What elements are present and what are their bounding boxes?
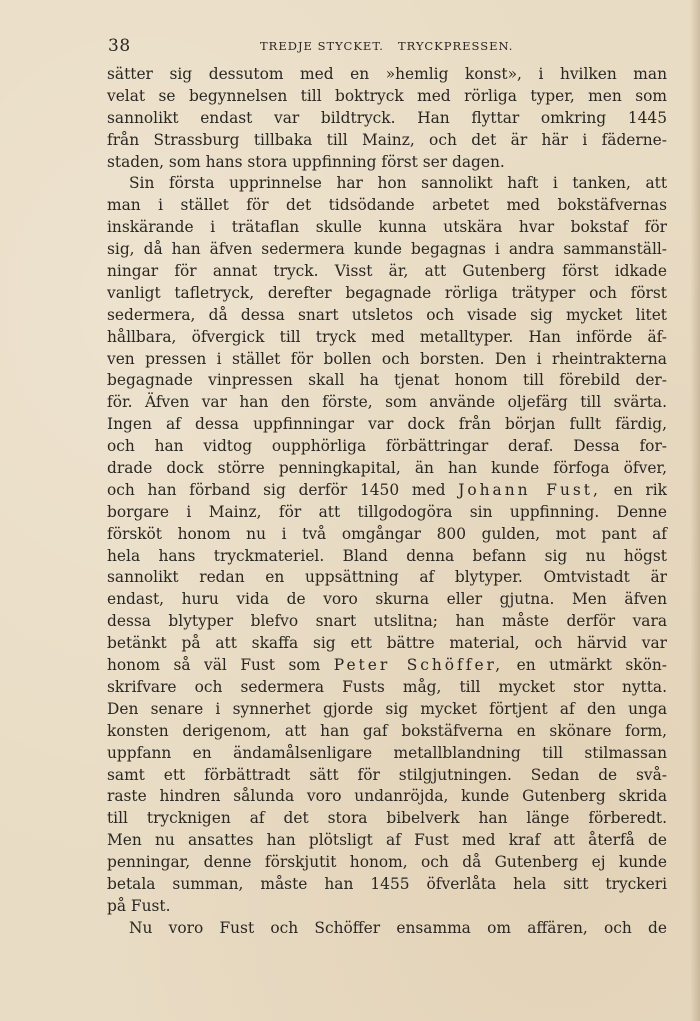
person-name-johann-fust: Johann Fust,: [458, 480, 601, 499]
text-line: samt ett förbättradt sätt för stilgjutningen. Sedan de svå-: [107, 765, 667, 784]
text-line: betala summan, måste han 1455 öfverlåta hela sitt tryckeri: [107, 874, 667, 893]
text-line: drade dock större penningkapital, än han kunde förfoga öfver,: [107, 459, 667, 478]
text-line: hållbara, öfvergick till tryck med metalltyper. Han införde äf-: [107, 327, 667, 346]
text-line: sätter sig dessutom med en »hemlig konst», i hvilken man: [107, 65, 667, 83]
page-header: [108, 36, 668, 58]
text-line: man i stället för det tidsödande arbetet med bokstäfvernas: [107, 196, 667, 215]
text-line: konsten derigenom, att han gaf bokstäfverna en skönare form,: [107, 721, 667, 740]
text-line: staden, som hans stora uppfinning först ser dagen.: [107, 152, 505, 171]
text-line: [107, 480, 667, 502]
text-line: sannolikt endast var bildtryck. Han flyttar omkring 1445: [107, 108, 667, 127]
text-line: inskärande i trätaflan skulle kunna utskära hvar bokstaf för: [107, 218, 667, 237]
text-line: sig, då han äfven sedermera kunde begagnas i andra sammanställ-: [107, 240, 667, 259]
text-line: sedermera, då dessa snart utsletos och visade sig mycket litet: [107, 305, 667, 324]
text-line: borgare i Mainz, för att tillgodogöra sin uppfinning. Denne: [107, 502, 667, 521]
text-line: uppfann en ändamålsenligare metallblandning till stilmassan: [107, 743, 667, 762]
text-line: vanligt tafletryck, derefter begagnade rörliga trätyper och först: [107, 283, 667, 302]
text-line: endast, huru vida de voro skurna eller gjutna. Men äfven: [107, 590, 667, 609]
text-line: velat se begynnelsen till boktryck med rörliga typer, men som: [107, 86, 667, 105]
text-line-segment: honom så väl Fust som: [107, 656, 321, 675]
text-line-segment: en utmärkt skön-: [516, 656, 667, 675]
page-number: 38: [108, 36, 131, 56]
text-line: och han vidtog oupphörliga förbättringar deraf. Dessa for-: [107, 437, 667, 456]
running-head: [260, 39, 513, 53]
text-line-segment: en rik: [613, 480, 667, 499]
text-line: Ingen af dessa uppfinningar var dock från början fullt färdig,: [107, 415, 667, 434]
text-line: [107, 655, 667, 677]
text-line: från Strassburg tillbaka till Mainz, och det är här i fäderne-: [107, 130, 667, 149]
text-line: betänkt på att skaffa sig ett bättre material, och härvid var: [107, 634, 667, 653]
text-line-segment: och han förband sig derför 1450 med: [107, 480, 446, 499]
text-line: Men nu ansattes han plötsligt af Fust med kraf att återfå de: [107, 831, 667, 850]
text-line: ven pressen i stället för bollen och borsten. Den i rheintrakterna: [107, 349, 667, 368]
text-line: till trycknigen af det stora bibelverk han länge förberedt.: [107, 809, 667, 828]
text-line: på Fust.: [107, 896, 171, 915]
text-line: Nu voro Fust och Schöffer ensamma om affären, och de: [129, 918, 667, 937]
text-line: raste hindren sålunda voro undanröjda, kunde Gutenberg skrida: [107, 787, 667, 806]
text-line: begagnade vinpressen skall ha tjenat honom till förebild der-: [107, 371, 667, 390]
text-line: hela hans tryckmateriel. Bland denna befann sig nu högst: [107, 546, 667, 565]
text-line: försköt honom nu i två omgångar 800 gulden, mot pant af: [107, 524, 667, 543]
text-line: ningar för annat tryck. Visst är, att Gutenberg först idkade: [107, 262, 667, 281]
text-line: Den senare i synnerhet gjorde sig mycket förtjent af den unga: [107, 699, 667, 718]
body-text: [107, 64, 667, 940]
text-line: dessa blytyper blefvo snart utslitna; han måste derför vara: [107, 612, 667, 631]
running-head-section: TRYCKPRESSEN.: [397, 39, 514, 53]
text-line: sannolikt redan en uppsättning af blytyper. Omtvistadt är: [107, 568, 667, 587]
text-line: för. Äfven var han den förste, som använde oljefärg till svärta.: [107, 393, 667, 412]
text-line: Sin första upprinnelse har hon sannolikt haft i tanken, att: [129, 174, 667, 193]
running-head-chapter: TREDJE STYCKET.: [260, 39, 384, 53]
text-line: penningar, denne förskjutit honom, och då Gutenberg ej kunde: [107, 853, 667, 872]
page-edge-shadow: [690, 0, 700, 1021]
text-line: skrifvare och sedermera Fusts måg, till mycket stor nytta.: [107, 677, 667, 696]
person-name-peter-schoffer: Peter Schöffer,: [333, 656, 504, 675]
